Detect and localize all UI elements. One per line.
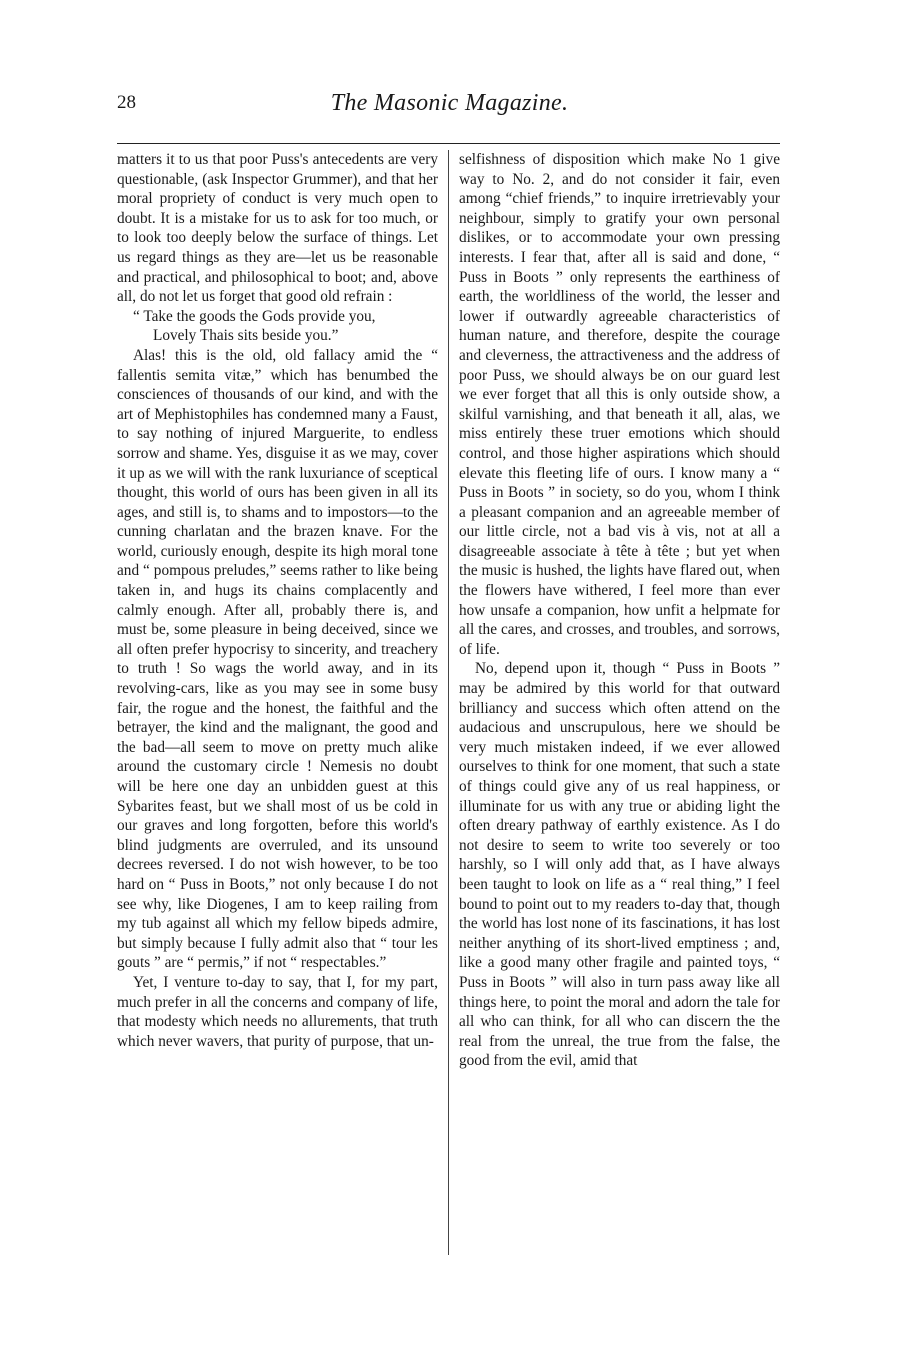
page-number: 28	[117, 92, 136, 113]
verse-quote	[117, 307, 438, 346]
right-column	[459, 150, 780, 1071]
verse-line: “ Take the goods the Gods provide you,	[133, 307, 376, 325]
paragraph: No, depend upon it, though “ Puss in Boots ” may be admired by this world for that outward brilliancy and success which often attend on the audacious and unscrupulous, here we should be very much mistaken indeed, if we ever allowed ourselves to think for one moment, that such a state of things could give any of us real happiness, or illuminate for us with any true or abiding light the often dreary pathway of earthly existence. As I do not desire to seem to write too severely or too harshly, so I will only add that, as I have always been taught to look on life as a “ real thing,” I feel bound to point out to my readers to-day that, though the world has lost none of its fascinations, it has lost neither anything of its short-lived emptiness ; and, like a good many other fragile and painted toys, “ Puss in Boots ” will also in turn pass away like all things here, to point the moral and adorn the tale for all who can think, for all who can discern the the real from the unreal, the true from the false, the good from the evil, amid that	[459, 660, 780, 1070]
paragraph: matters it to us that poor Puss's antecedents are very questionable, (ask Inspector Grummer), and that her moral propriety of conduct is very much open to doubt. It is a mistake for us to ask for too much, or to look too deeply below the surface of things. Let us regard things as they are—let us be reasonable and practical, and philosophical to boot; and, above all, do not let us forget that good old refrain :	[117, 151, 438, 306]
running-title: The Masonic Magazine.	[330, 90, 569, 116]
paragraph: Yet, I venture to-day to say, that I, for my part, much prefer in all the concerns and company of life, that modesty which needs no allurements, that truth which never wavers, that purity of purpose, that un-	[117, 973, 438, 1050]
verse-line: Lovely Thais sits beside you.”	[153, 327, 339, 345]
paragraph: selfishness of disposition which make No 1 give way to No. 2, and do not consider it fair, even among “chief friends,” to inquire irretrievably your neighbour, simply to gratify your own personal dislikes, or to accommodate your own pressing interests. I fear that, after all is said and done, “ Puss in Boots ” only represents the earthiness of earth, the worldliness of the world, the lesser and lower if outwardly agreeable characteristics of human nature, and therefore, despite the courage and cleverness, the attractiveness and the address of poor Puss, we should always be on our guard lest we ever forget that all this is only outside show, a skilful varnishing, and that beneath it all, alas, we miss entirely these truer emotions which should control, and those higher aspirations which should elevate this fleeting life of ours. I know many a “ Puss in Boots ” in society, so do you, whom I think a pleasant companion and an agreeable member of our little circle, not a bad vis à vis, not at all a disagreeable associate à tête à tête ; but yet when the music is hushed, the lights have flared out, when the flowers have withered, I feel more than ever how unsafe a companion, how unfit a helpmate for all the cares, and crosses, and troubles, and sorrows, of life.	[459, 151, 780, 658]
column-divider	[448, 150, 449, 1255]
header-rule	[117, 143, 780, 144]
left-column	[117, 150, 438, 1051]
paragraph: Alas! this is the old, old fallacy amid the “ fallentis semita vitæ,” which has benumbed the consciences of thousands of our kind, and with the art of Mephistophiles has condemned many a Faust, to say nothing of injured Marguerite, to endless sorrow and shame. Yes, disguise it as we may, cover it up as we will with the rank luxuriance of sceptical thought, this world of ours has been given in all its ages, and still is, to shams and to impostors—to the cunning charlatan and the brazen knave. For the world, curiously enough, despite its high moral tone and “ pompous preludes,” seems rather to like being taken in, and hugs its chains complacently and calmly enough. After all, probably there is, and must be, some pleasure in being deceived, since we all often prefer hypocrisy to sincerity, and treachery to truth ! So wags the world away, and in its revolving-cars, like as you may see in some busy fair, the rogue and the honest, the faithful and the betrayer, the kind and the malignant, the good and the bad—all seem to move on pretty much alike around the customary circle ! Nemesis no doubt will be here one day an unbidden guest at this Sybarites feast, but we shall most of us be cold in our graves and long forgotten, before this world's blind judgments are overruled, and its unsound decrees reversed. I do not wish however, to be too hard on “ Puss in Boots,” not only because I do not see why, like Diogenes, I am to keep railing from my tub against all which my fellow bipeds admire, but simply because I fully admit also that “ tour les gouts ” are “ permis,” if not “ respectables.”	[117, 346, 438, 972]
